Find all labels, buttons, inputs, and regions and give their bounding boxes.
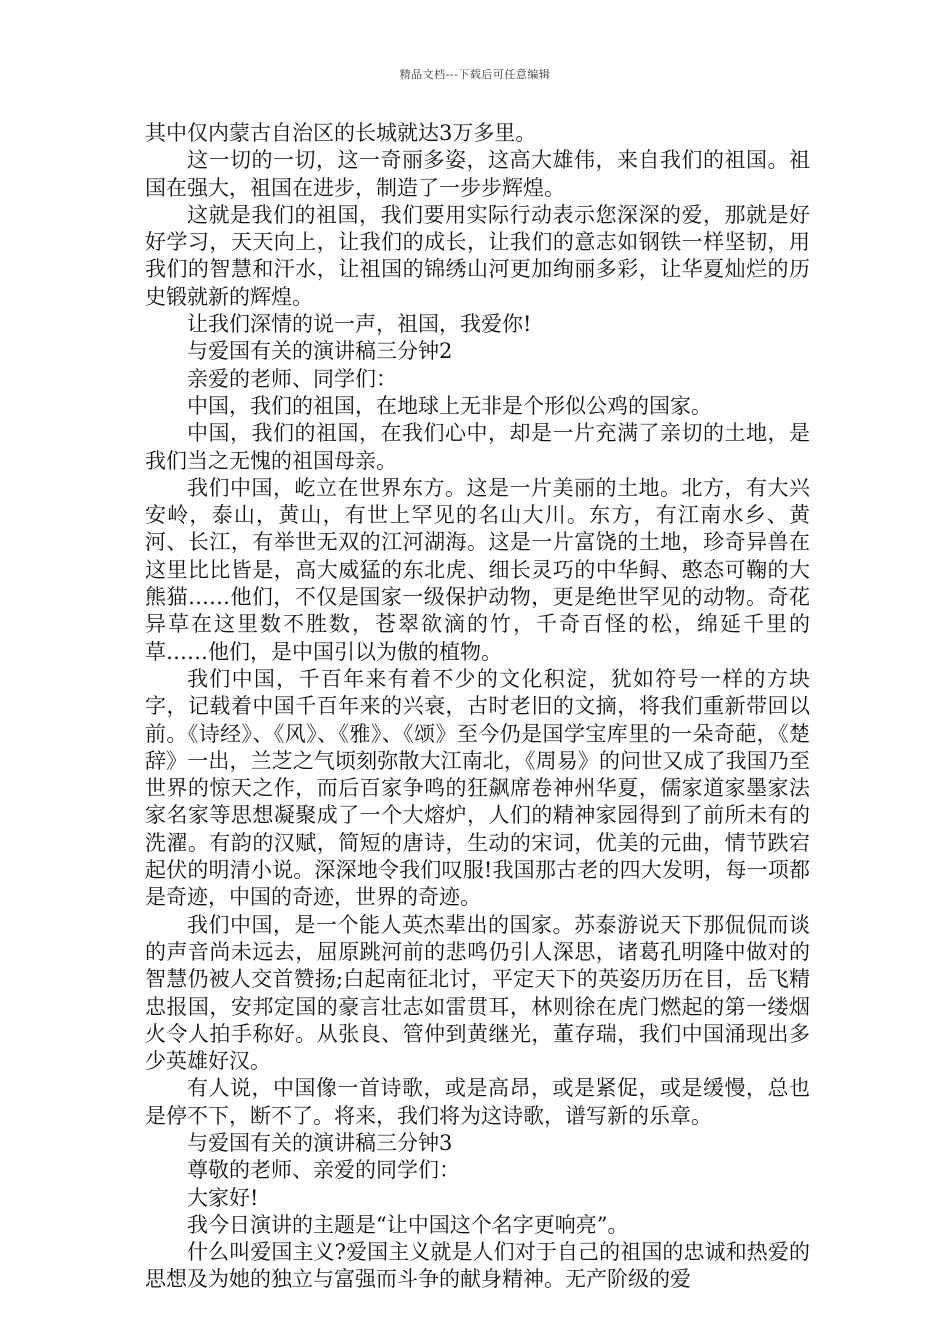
paragraph: 我今日演讲的主题是“让中国这个名字更响亮”。 xyxy=(187,1212,629,1237)
paragraph: 与爱国有关的演讲稿三分钟2 xyxy=(187,339,453,364)
document-body xyxy=(145,120,810,1294)
paragraph: 其中仅内蒙古自治区的长城就达3万多里。 xyxy=(145,121,537,145)
paragraph: 这一切的一切，这一奇丽多姿，这高大雄伟，来自我们的祖国。祖国在强大，祖国在进步，制造了一步步辉煌。 xyxy=(145,148,810,200)
paragraph: 有人说，中国像一首诗歌，或是高昂，或是紧促，或是缓慢，总也是停不下，断不了。将来，我们将为这诗歌，谱写新的乐章。 xyxy=(145,1076,810,1128)
paragraph: 中国，我们的祖国，在我们心中，却是一片充满了亲切的土地，是我们当之无愧的祖国母亲。 xyxy=(145,421,810,473)
paragraph: 大家好! xyxy=(187,1185,259,1210)
paragraph: 中国，我们的祖国，在地球上无非是个形似公鸡的国家。 xyxy=(187,393,712,418)
paragraph: 我们中国，千百年来有着不少的文化积淀，犹如符号一样的方块字，记载着中国千百年来的兴衰，古时老旧的文摘，将我们重新带回以前。《诗经》、《风》、《雅》、《颂》至今仍是国学宝库里的一朵奇葩，《楚辞》一出，兰芝之气顷刻弥散大江南北，《周易》的问世又成了我国乃至世界的惊天之作，而后百家争鸣的狂飙席卷神州华夏，儒家道家墨家法家名家等思想凝聚成了一个大熔炉，人们的精神家园得到了前所未有的洗濯。有韵的汉赋，简短的唐诗，生动的宋词，优美的元曲，情节跌宕起伏的明清小说。深深地令我们叹服!我国那古老的四大发明，每一项都是奇迹，中国的奇迹，世界的奇迹。 xyxy=(145,666,810,910)
paragraph: 这就是我们的祖国，我们要用实际行动表示您深深的爱，那就是好好学习，天天向上，让我们的成长，让我们的意志如钢铁一样坚韧，用我们的智慧和汗水，让祖国的锦绣山河更加绚丽多彩，让华夏灿烂的历史锻就新的辉煌。 xyxy=(145,202,810,309)
paragraph: 与爱国有关的演讲稿三分钟3 xyxy=(187,1130,453,1155)
page-header: 精品文档---下载后可任意编辑 xyxy=(399,68,551,81)
paragraph: 我们中国，屹立在世界东方。这是一片美丽的土地。北方，有大兴安岭，泰山，黄山，有世上罕见的名山大川。东方，有江南水乡、黄河、长江，有举世无双的江河湖海。这是一片富饶的土地，珍奇异兽在这里比比皆是，高大威猛的东北虎、细长灵巧的中华鲟、憨态可鞠的大熊猫……他们，不仅是国家一级保护动物，更是绝世罕见的动物。奇花异草在这里数不胜数，苍翠欲滴的竹，千奇百怪的松，绵延千里的草……他们，是中国引以为傲的植物。 xyxy=(145,475,810,664)
paragraph: 让我们深情的说一声，祖国，我爱你! xyxy=(187,312,532,337)
paragraph: 尊敬的老师、亲爱的同学们： xyxy=(187,1158,460,1183)
paragraph: 亲爱的老师、同学们： xyxy=(187,366,397,391)
paragraph: 什么叫爱国主义?爱国主义就是人们对于自己的祖国的忠诚和热爱的思想及为她的独立与富强而斗争的献身精神。无产阶级的爱 xyxy=(145,1240,810,1292)
paragraph: 我们中国，是一个能人英杰辈出的国家。苏泰游说天下那侃侃而谈的声音尚未远去，屈原跳河前的悲鸣仍引人深思，诸葛孔明隆中做对的智慧仍被人交首赞扬;白起南征北讨，平定天下的英姿历历在目，岳飞精忠报国，安邦定国的豪言壮志如雷贯耳，林则徐在虎门燃起的第一缕烟火令人拍手称好。从张良、管仲到黄继光，董存瑞，我们中国涌现出多少英雄好汉。 xyxy=(145,912,810,1074)
